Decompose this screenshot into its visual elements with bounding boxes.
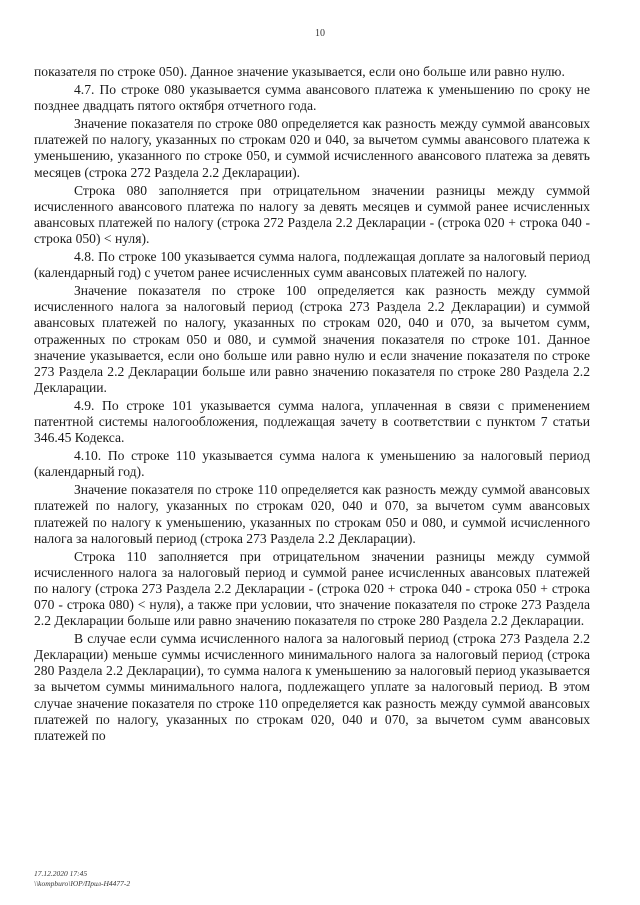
footer-file-path: \\kompburo\ЮР/Прил-Н4477-2 <box>34 879 131 888</box>
paragraph: 4.7. По строке 080 указывается сумма авансового платежа к уменьшению по сроку не позднее двадцать пятого октября отчетного года. <box>34 82 590 114</box>
document-body <box>34 64 590 746</box>
paragraph: Строка 110 заполняется при отрицательном значении разницы между суммой исчисленного налога за налоговый период и суммой ранее исчисленных авансовых платежей по налогу (строка 273 Раздела 2.2 Декларации - (строка 020 + строка 040 - строка 050 + строка 070 - строка 080) < нуля), а также при условии, что значение показателя по строке 273 Раздела 2.2 Декларации больше или равно значению показателя по строке 280 Раздела 2.2 Декларации. <box>34 548 590 629</box>
page-number: 10 <box>315 28 325 39</box>
footer-date: 17.12.2020 17:45 <box>34 869 88 878</box>
paragraph: Значение показателя по строке 110 определяется как разность между суммой авансовых платежей по налогу, указанных по строкам 020, 040 и 070, за вычетом сумм авансовых платежей по налогу к уменьшению, указанных по строкам 050 и 080, и суммой исчисленного налога за налоговый период (строка 273 Раздела 2.2 Декларации). <box>34 482 590 546</box>
paragraph: Строка 080 заполняется при отрицательном значении разницы между суммой исчисленного авансового платежа по налогу за девять месяцев и суммой ранее исчисленных авансовых платежей по налогу (строка 272 Раздела 2.2 Декларации - (строка 020 + строка 040 - строка 050) < нуля). <box>34 182 590 246</box>
paragraph: В случае если сумма исчисленного налога за налоговый период (строка 273 Раздела 2.2 Декларации) меньше суммы исчисленного минимального налога за налоговый период (строка 280 Раздела 2.2 Декларации), то сумма налога к уменьшению за налоговый период указывается за вычетом суммы минимального налога, подлежащего уплате за налоговый период. В этом случае значение показателя по строке 110 определяется как разность между суммой авансовых платежей по налогу, указанных по строкам 020, 040 и 070, за вычетом сумм авансовых платежей по <box>34 631 590 743</box>
paragraph: показателя по строке 050). Данное значение указывается, если оно больше или равно нулю. <box>34 64 565 79</box>
paragraph: Значение показателя по строке 080 определяется как разность между суммой авансовых платежей по налогу, указанных по строкам 020 и 040, за вычетом суммы авансового платежа к уменьшению, указанного по строке 050, и суммой исчисленного авансового платежа за девять месяцев (строка 272 Раздела 2.2 Декларации). <box>34 116 590 180</box>
paragraph: 4.8. По строке 100 указывается сумма налога, подлежащая доплате за налоговый период (календарный год) с учетом ранее исчисленных сумм авансовых платежей по налогу. <box>34 249 590 281</box>
paragraph: 4.10. По строке 110 указывается сумма налога к уменьшению за налоговый период (календарный год). <box>34 448 590 480</box>
paragraph: Значение показателя по строке 100 определяется как разность между суммой исчисленного налога за налоговый период (строка 273 Раздела 2.2 Декларации) и суммой авансовых платежей по налогу, указанных по строкам 020, 040 и 070, за вычетом сумм, отраженных по строкам 050 и 080, и суммой значения показателя по строке 101. Данное значение указывается, если оно больше или равно нулю и если значение показателя по строке 273 Раздела 2.2 Декларации больше или равно значению показателя по строке 280 Раздела 2.2 Декларации. <box>34 283 590 395</box>
paragraph: 4.9. По строке 101 указывается сумма налога, уплаченная в связи с применением патентной системы налогообложения, подлежащая зачету в соответствии с пунктом 7 статьи 346.45 Кодекса. <box>34 397 590 446</box>
document-footer <box>34 869 130 889</box>
